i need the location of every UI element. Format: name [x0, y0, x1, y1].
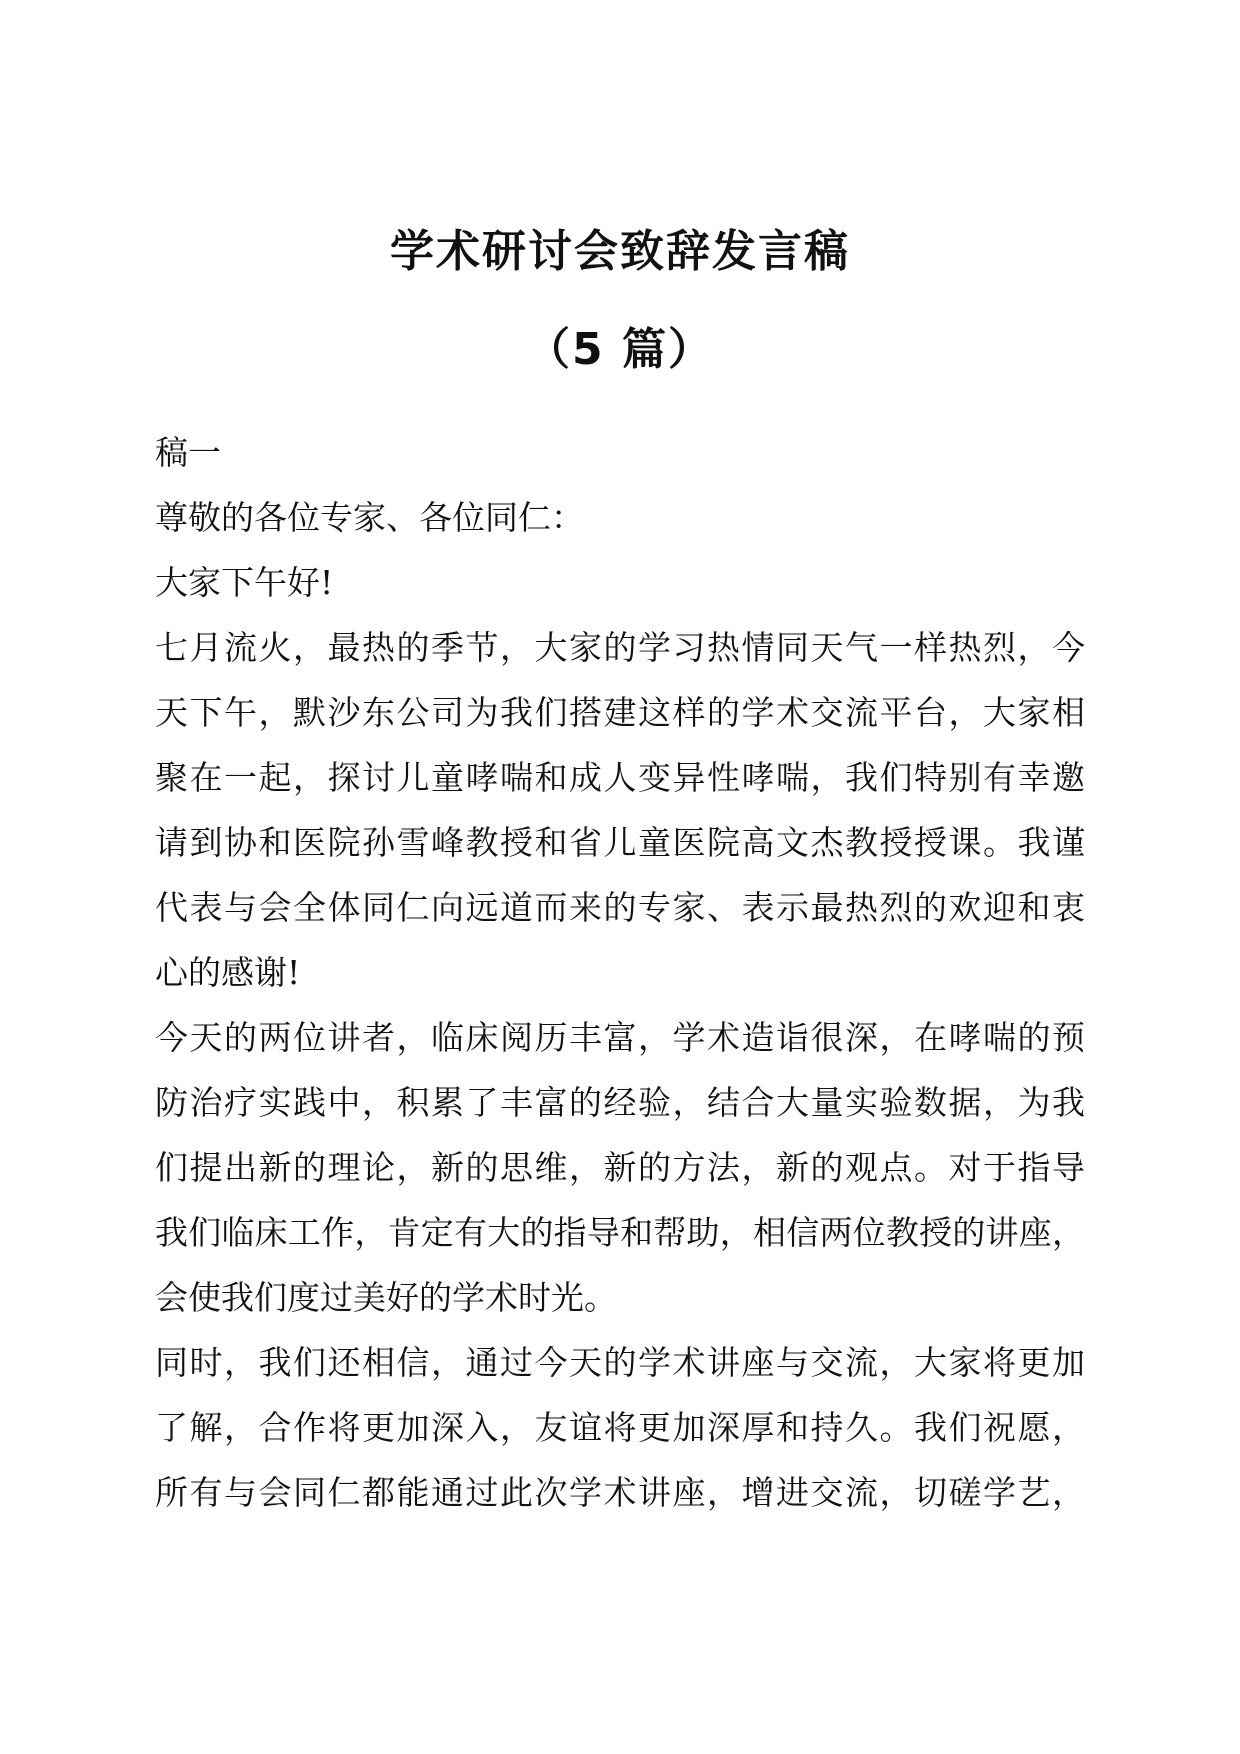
paragraph-line: 聚在一起，探讨儿童哮喘和成人变异性哮喘，我们特别有幸邀 [155, 758, 1085, 797]
paragraph-line: 们提出新的理论，新的思维，新的方法，新的观点。对于指导 [155, 1148, 1085, 1187]
document-body [155, 420, 1085, 1525]
paragraph-line: 代表与会全体同仁向远道而来的专家、表示最热烈的欢迎和衷 [155, 888, 1085, 927]
paragraph-line: 我们临床工作，肯定有大的指导和帮助，相信两位教授的讲座， [155, 1213, 1085, 1252]
paragraph-line: 今天的两位讲者，临床阅历丰富，学术造诣很深，在哮喘的预 [155, 1018, 1085, 1057]
paragraph-line: 防治疗实践中，积累了丰富的经验，结合大量实验数据，为我 [155, 1083, 1085, 1122]
paragraph-line: 所有与会同仁都能通过此次学术讲座，增进交流，切磋学艺， [155, 1473, 1085, 1512]
paragraph-line: 心的感谢! [155, 953, 301, 992]
paragraph-line: 七月流火，最热的季节，大家的学习热情同天气一样热烈，今 [155, 628, 1085, 667]
section-heading: 稿一 [155, 433, 221, 472]
paragraph-line: 同时，我们还相信，通过今天的学术讲座与交流，大家将更加 [155, 1343, 1085, 1382]
paragraph-line: 了解，合作将更加深入，友谊将更加深厚和持久。我们祝愿， [155, 1408, 1085, 1447]
paragraph-line: 会使我们度过美好的学术时光。 [155, 1278, 617, 1317]
paragraph-line: 天下午，默沙东公司为我们搭建这样的学术交流平台，大家相 [155, 693, 1085, 732]
document-subtitle: （5 篇） [526, 324, 714, 375]
greeting: 大家下午好! [155, 563, 334, 602]
paragraph-line: 请到协和医院孙雪峰教授和省儿童医院高文杰教授授课。我谨 [155, 823, 1085, 862]
document-title: 学术研讨会致辞发言稿 [390, 226, 850, 277]
salutation: 尊敬的各位专家、各位同仁： [155, 498, 584, 537]
